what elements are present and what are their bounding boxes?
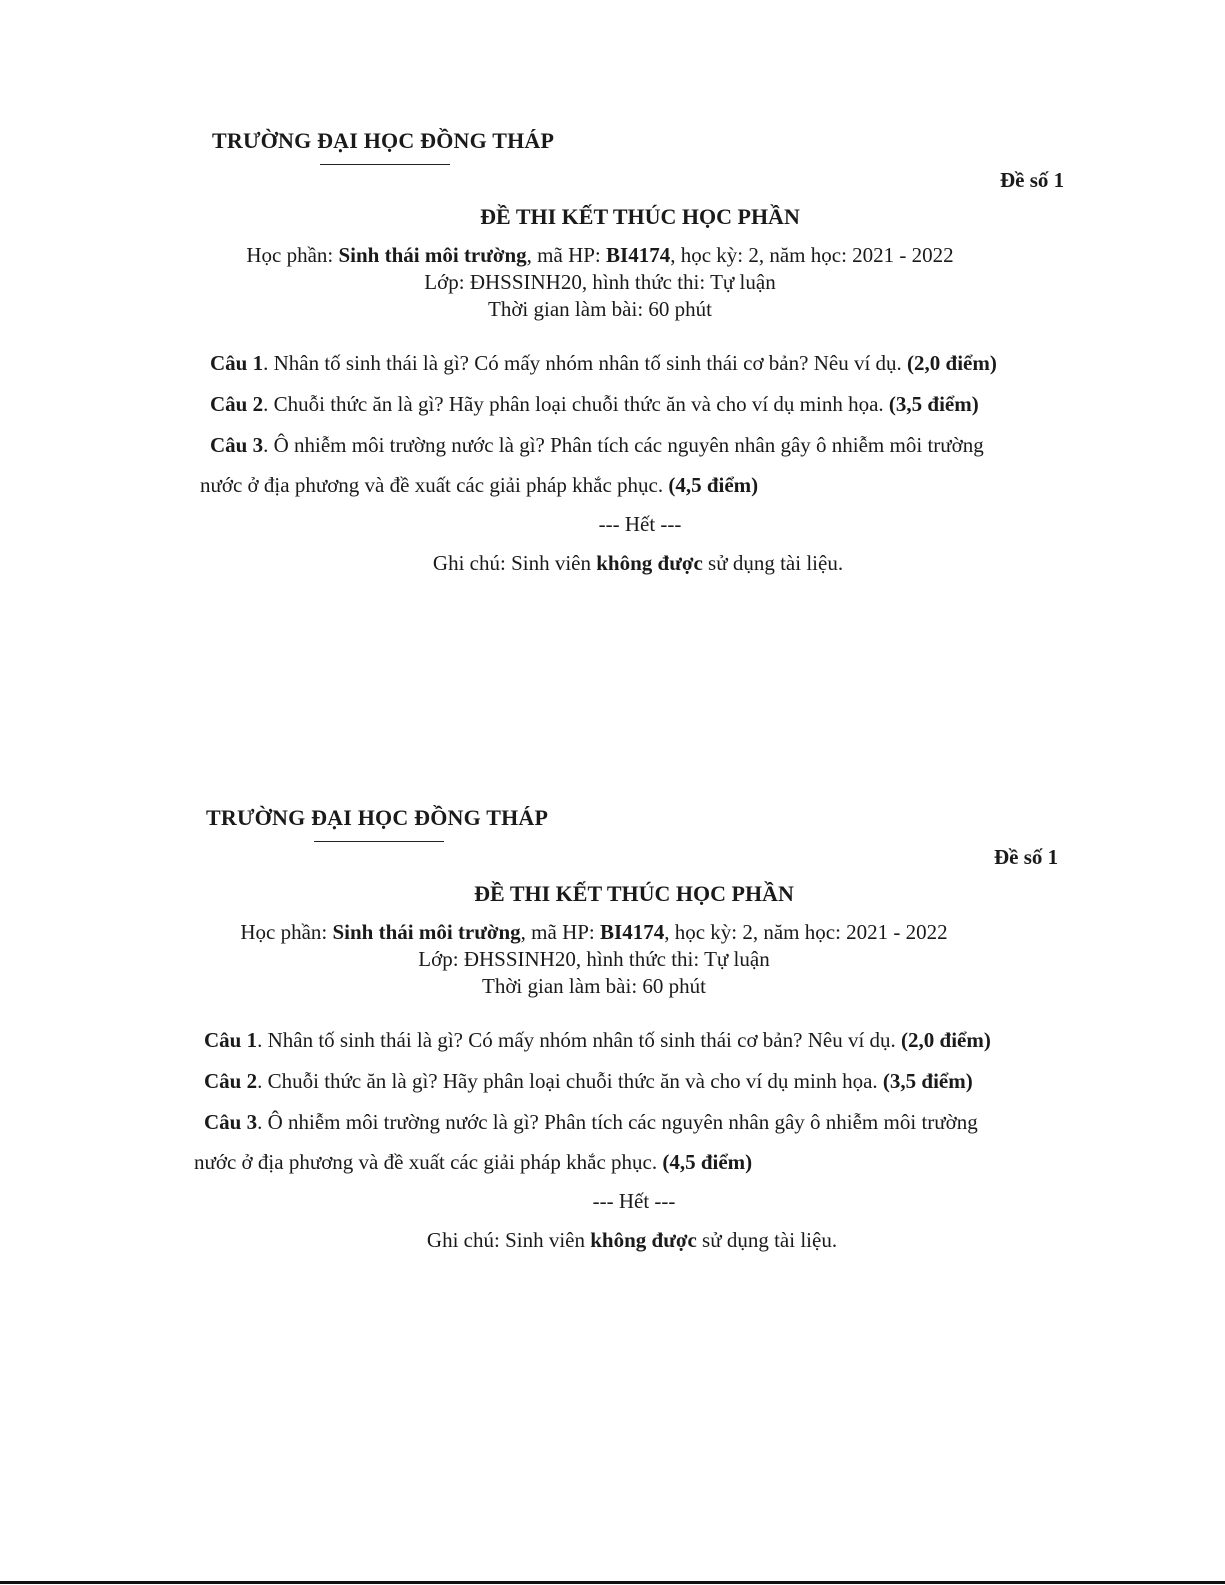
- time-info-line: Thời gian làm bài: 60 phút: [482, 974, 706, 998]
- course-info-line: [0, 243, 1200, 268]
- exam-title: ĐỀ THI KẾT THÚC HỌC PHẦN: [480, 204, 800, 229]
- question-text-cont: nước ở địa phương và đề xuất các giải pháp khắc phục.: [200, 473, 669, 497]
- question-3: [204, 1110, 978, 1135]
- question-3-continued: [200, 473, 758, 498]
- course-prefix: Học phần:: [240, 920, 333, 944]
- question-text: . Nhân tố sinh thái là gì? Có mấy nhóm nhân tố sinh thái cơ bản? Nêu ví dụ.: [257, 1028, 902, 1052]
- course-code: BI4174: [606, 243, 671, 267]
- question-2: [210, 392, 979, 417]
- code-prefix: , mã HP:: [520, 920, 601, 944]
- code-prefix: , mã HP:: [526, 243, 607, 267]
- course-name: Sinh thái môi trường: [338, 243, 527, 267]
- question-label: Câu 2: [204, 1069, 258, 1093]
- question-points: (3,5 điểm): [888, 392, 979, 416]
- exam-number: Đề số 1: [1000, 168, 1065, 192]
- exam-number: Đề số 1: [994, 845, 1059, 869]
- exam-note: [0, 551, 1225, 576]
- question-points: (2,0 điểm): [907, 351, 997, 375]
- end-mark: --- Hết ---: [592, 1189, 676, 1213]
- note-emphasis: không được: [596, 551, 703, 575]
- question-text: . Nhân tố sinh thái là gì? Có mấy nhóm nhân tố sinh thái cơ bản? Nêu ví dụ.: [263, 351, 908, 375]
- question-label: Câu 2: [210, 392, 264, 416]
- course-name: Sinh thái môi trường: [332, 920, 521, 944]
- question-text-cont: nước ở địa phương và đề xuất các giải pháp khắc phục.: [194, 1150, 663, 1174]
- course-code: BI4174: [600, 920, 665, 944]
- exam-note: [0, 1228, 1225, 1253]
- question-label: Câu 1: [204, 1028, 258, 1052]
- school-underline: [320, 164, 450, 165]
- question-2: [204, 1069, 973, 1094]
- note-emphasis: không được: [590, 1228, 697, 1252]
- course-info-line: [0, 920, 1194, 945]
- exam-copy-1: [0, 0, 1225, 575]
- class-info-line: Lớp: ĐHSSINH20, hình thức thi: Tự luận: [424, 270, 776, 294]
- note-prefix: Ghi chú: Sinh viên: [432, 551, 597, 575]
- question-1: [204, 1028, 991, 1053]
- school-name: TRƯỜNG ĐẠI HỌC ĐỒNG THÁP: [206, 805, 549, 830]
- question-label: Câu 1: [210, 351, 264, 375]
- question-text: . Ô nhiễm môi trường nước là gì? Phân tích các nguyên nhân gây ô nhiễm môi trường: [257, 1110, 978, 1134]
- question-1: [210, 351, 997, 376]
- exam-title: ĐỀ THI KẾT THÚC HỌC PHẦN: [474, 881, 794, 906]
- note-prefix: Ghi chú: Sinh viên: [426, 1228, 591, 1252]
- question-3-continued: [194, 1150, 752, 1175]
- question-3: [210, 433, 984, 458]
- end-mark: --- Hết ---: [598, 512, 682, 536]
- exam-copy-2: [0, 677, 1219, 1252]
- school-underline: [314, 841, 444, 842]
- question-text: . Chuỗi thức ăn là gì? Hãy phân loại chuỗi thức ăn và cho ví dụ minh họa.: [263, 392, 889, 416]
- class-info-line: Lớp: ĐHSSINH20, hình thức thi: Tự luận: [418, 947, 770, 971]
- question-text: . Ô nhiễm môi trường nước là gì? Phân tích các nguyên nhân gây ô nhiễm môi trường: [263, 433, 984, 457]
- term-info: , học kỳ: 2, năm học: 2021 - 2022: [664, 920, 948, 944]
- note-suffix: sử dụng tài liệu.: [702, 551, 844, 575]
- question-label: Câu 3: [204, 1110, 258, 1134]
- time-info-line: Thời gian làm bài: 60 phút: [488, 297, 712, 321]
- course-prefix: Học phần:: [246, 243, 339, 267]
- school-name: TRƯỜNG ĐẠI HỌC ĐỒNG THÁP: [212, 128, 555, 153]
- scan-bottom-edge: [0, 1581, 1225, 1584]
- question-points: (2,0 điểm): [901, 1028, 991, 1052]
- question-points: (4,5 điểm): [662, 1150, 753, 1174]
- question-points: (3,5 điểm): [882, 1069, 973, 1093]
- term-info: , học kỳ: 2, năm học: 2021 - 2022: [670, 243, 954, 267]
- note-suffix: sử dụng tài liệu.: [696, 1228, 838, 1252]
- question-text: . Chuỗi thức ăn là gì? Hãy phân loại chuỗi thức ăn và cho ví dụ minh họa.: [257, 1069, 883, 1093]
- question-points: (4,5 điểm): [668, 473, 759, 497]
- question-label: Câu 3: [210, 433, 264, 457]
